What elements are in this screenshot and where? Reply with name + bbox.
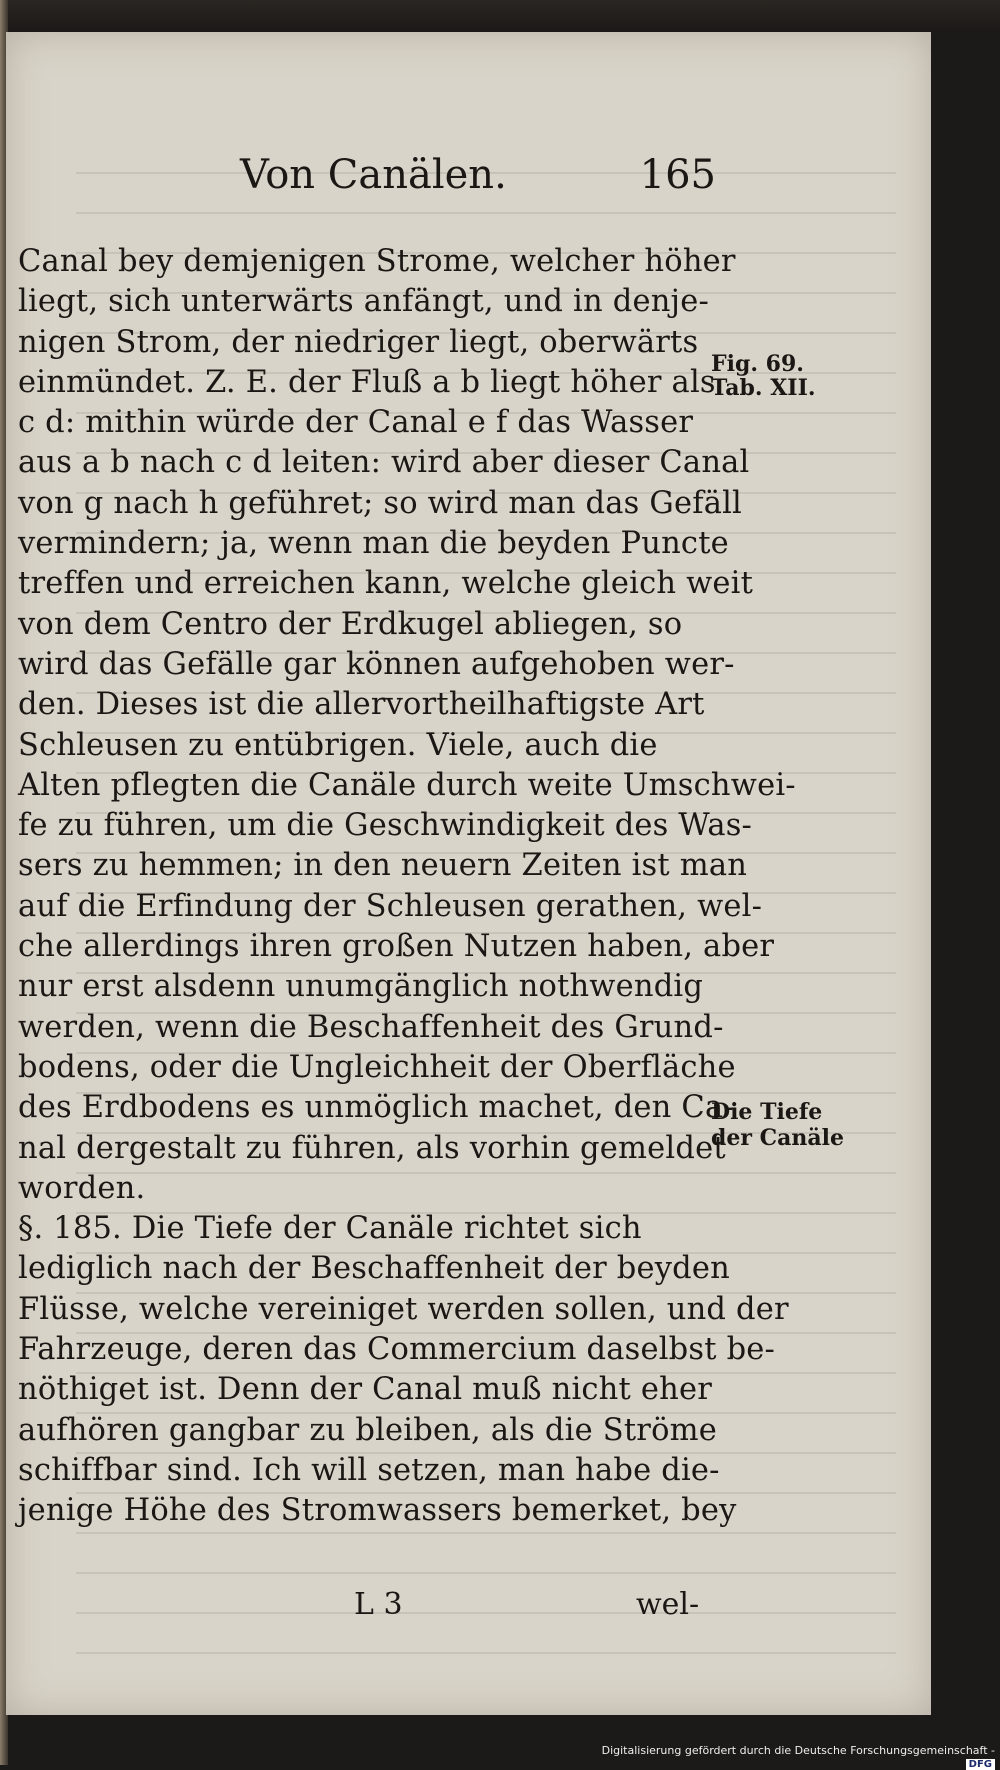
text-line: liegt, sich unterwärts anfängt, und in denje- [18, 284, 709, 320]
digitization-credit [600, 1744, 995, 1770]
text-line: vermindern; ja, wenn man die beyden Puncte [18, 526, 729, 562]
text-line: einmündet. Z. E. der Fluß a b liegt höher als [18, 364, 716, 400]
text-line: schiffbar sind. Ich will setzen, man habe die- [18, 1452, 720, 1488]
text-line: Canal bey demjenigen Strome, welcher höher [18, 244, 736, 279]
text-line: wird das Gefälle gar können aufgehoben wer- [18, 646, 735, 682]
text-line: auf die Erfindung der Schleusen gerathen, wel- [18, 888, 763, 924]
margin-note-fig: Fig. 69. [711, 351, 804, 377]
page-number: 165 [639, 152, 716, 198]
text-line: c d: mithin würde der Canal e f das Wasser [18, 405, 694, 441]
margin-note-tab: Tab. XII. [711, 375, 816, 401]
text-line: Alten pflegten die Canäle durch weite Umschwei- [18, 767, 796, 803]
book-page [6, 32, 931, 1715]
margin-note-tiefe-2: der Canäle [711, 1125, 844, 1151]
catchword: wel- [636, 1587, 700, 1622]
text-line: aufhören gangbar zu bleiben, als die Ströme [18, 1412, 718, 1448]
text-line: nur erst alsdenn unumgänglich nothwendig [18, 969, 704, 1005]
text-line: nöthiget ist. Denn der Canal muß nicht eher [18, 1372, 713, 1408]
scan-top-edge [0, 0, 1000, 30]
text-line: worden. [18, 1170, 146, 1206]
signature-mark: L 3 [354, 1587, 403, 1622]
text-line: sers zu hemmen; in den neuern Zeiten ist man [18, 848, 748, 884]
credit-text: Digitalisierung gefördert durch die Deutsche Forschungsgemeinschaft - [601, 1744, 995, 1757]
running-header [226, 152, 716, 212]
text-line: che allerdings ihren großen Nutzen haben, aber [18, 929, 775, 965]
text-line: §. 185. Die Tiefe der Canäle richtet sich [18, 1211, 642, 1247]
text-line: von dem Centro der Erdkugel abliegen, so [18, 606, 683, 642]
text-line: bodens, oder die Ungleichheit der Oberfläche [18, 1049, 736, 1085]
text-line: treffen und erreichen kann, welche gleich weit [18, 566, 754, 602]
text-line: Schleusen zu entübrigen. Viele, auch die [18, 727, 658, 763]
text-line: von g nach h geführet; so wird man das Gefäll [18, 485, 743, 521]
text-line: nigen Strom, der niedriger liegt, oberwärts [18, 324, 699, 360]
dfg-logo: DFG [966, 1759, 995, 1770]
text-line: lediglich nach der Beschaffenheit der beyden [18, 1251, 730, 1287]
margin-note-tiefe-1: Die Tiefe [711, 1099, 823, 1125]
text-line: fe zu führen, um die Geschwindigkeit des Was- [18, 808, 753, 844]
text-line: aus a b nach c d leiten: wird aber dieser Canal [18, 445, 750, 481]
text-line: Flüsse, welche vereiniget werden sollen, und der [18, 1291, 789, 1327]
text-line: des Erdbodens es unmöglich machet, den Ca- [18, 1090, 734, 1126]
text-line: jenige Höhe des Stromwassers bemerket, bey [18, 1493, 737, 1529]
text-line: nal dergestalt zu führen, als vorhin gemeldet [18, 1130, 726, 1166]
text-line: werden, wenn die Beschaffenheit des Grund- [18, 1009, 724, 1045]
text-line: Fahrzeuge, deren das Commercium daselbst be- [18, 1332, 776, 1368]
text-line: den. Dieses ist die allervortheilhaftigste Art [18, 687, 705, 723]
running-title: Von Canälen. [240, 152, 507, 198]
